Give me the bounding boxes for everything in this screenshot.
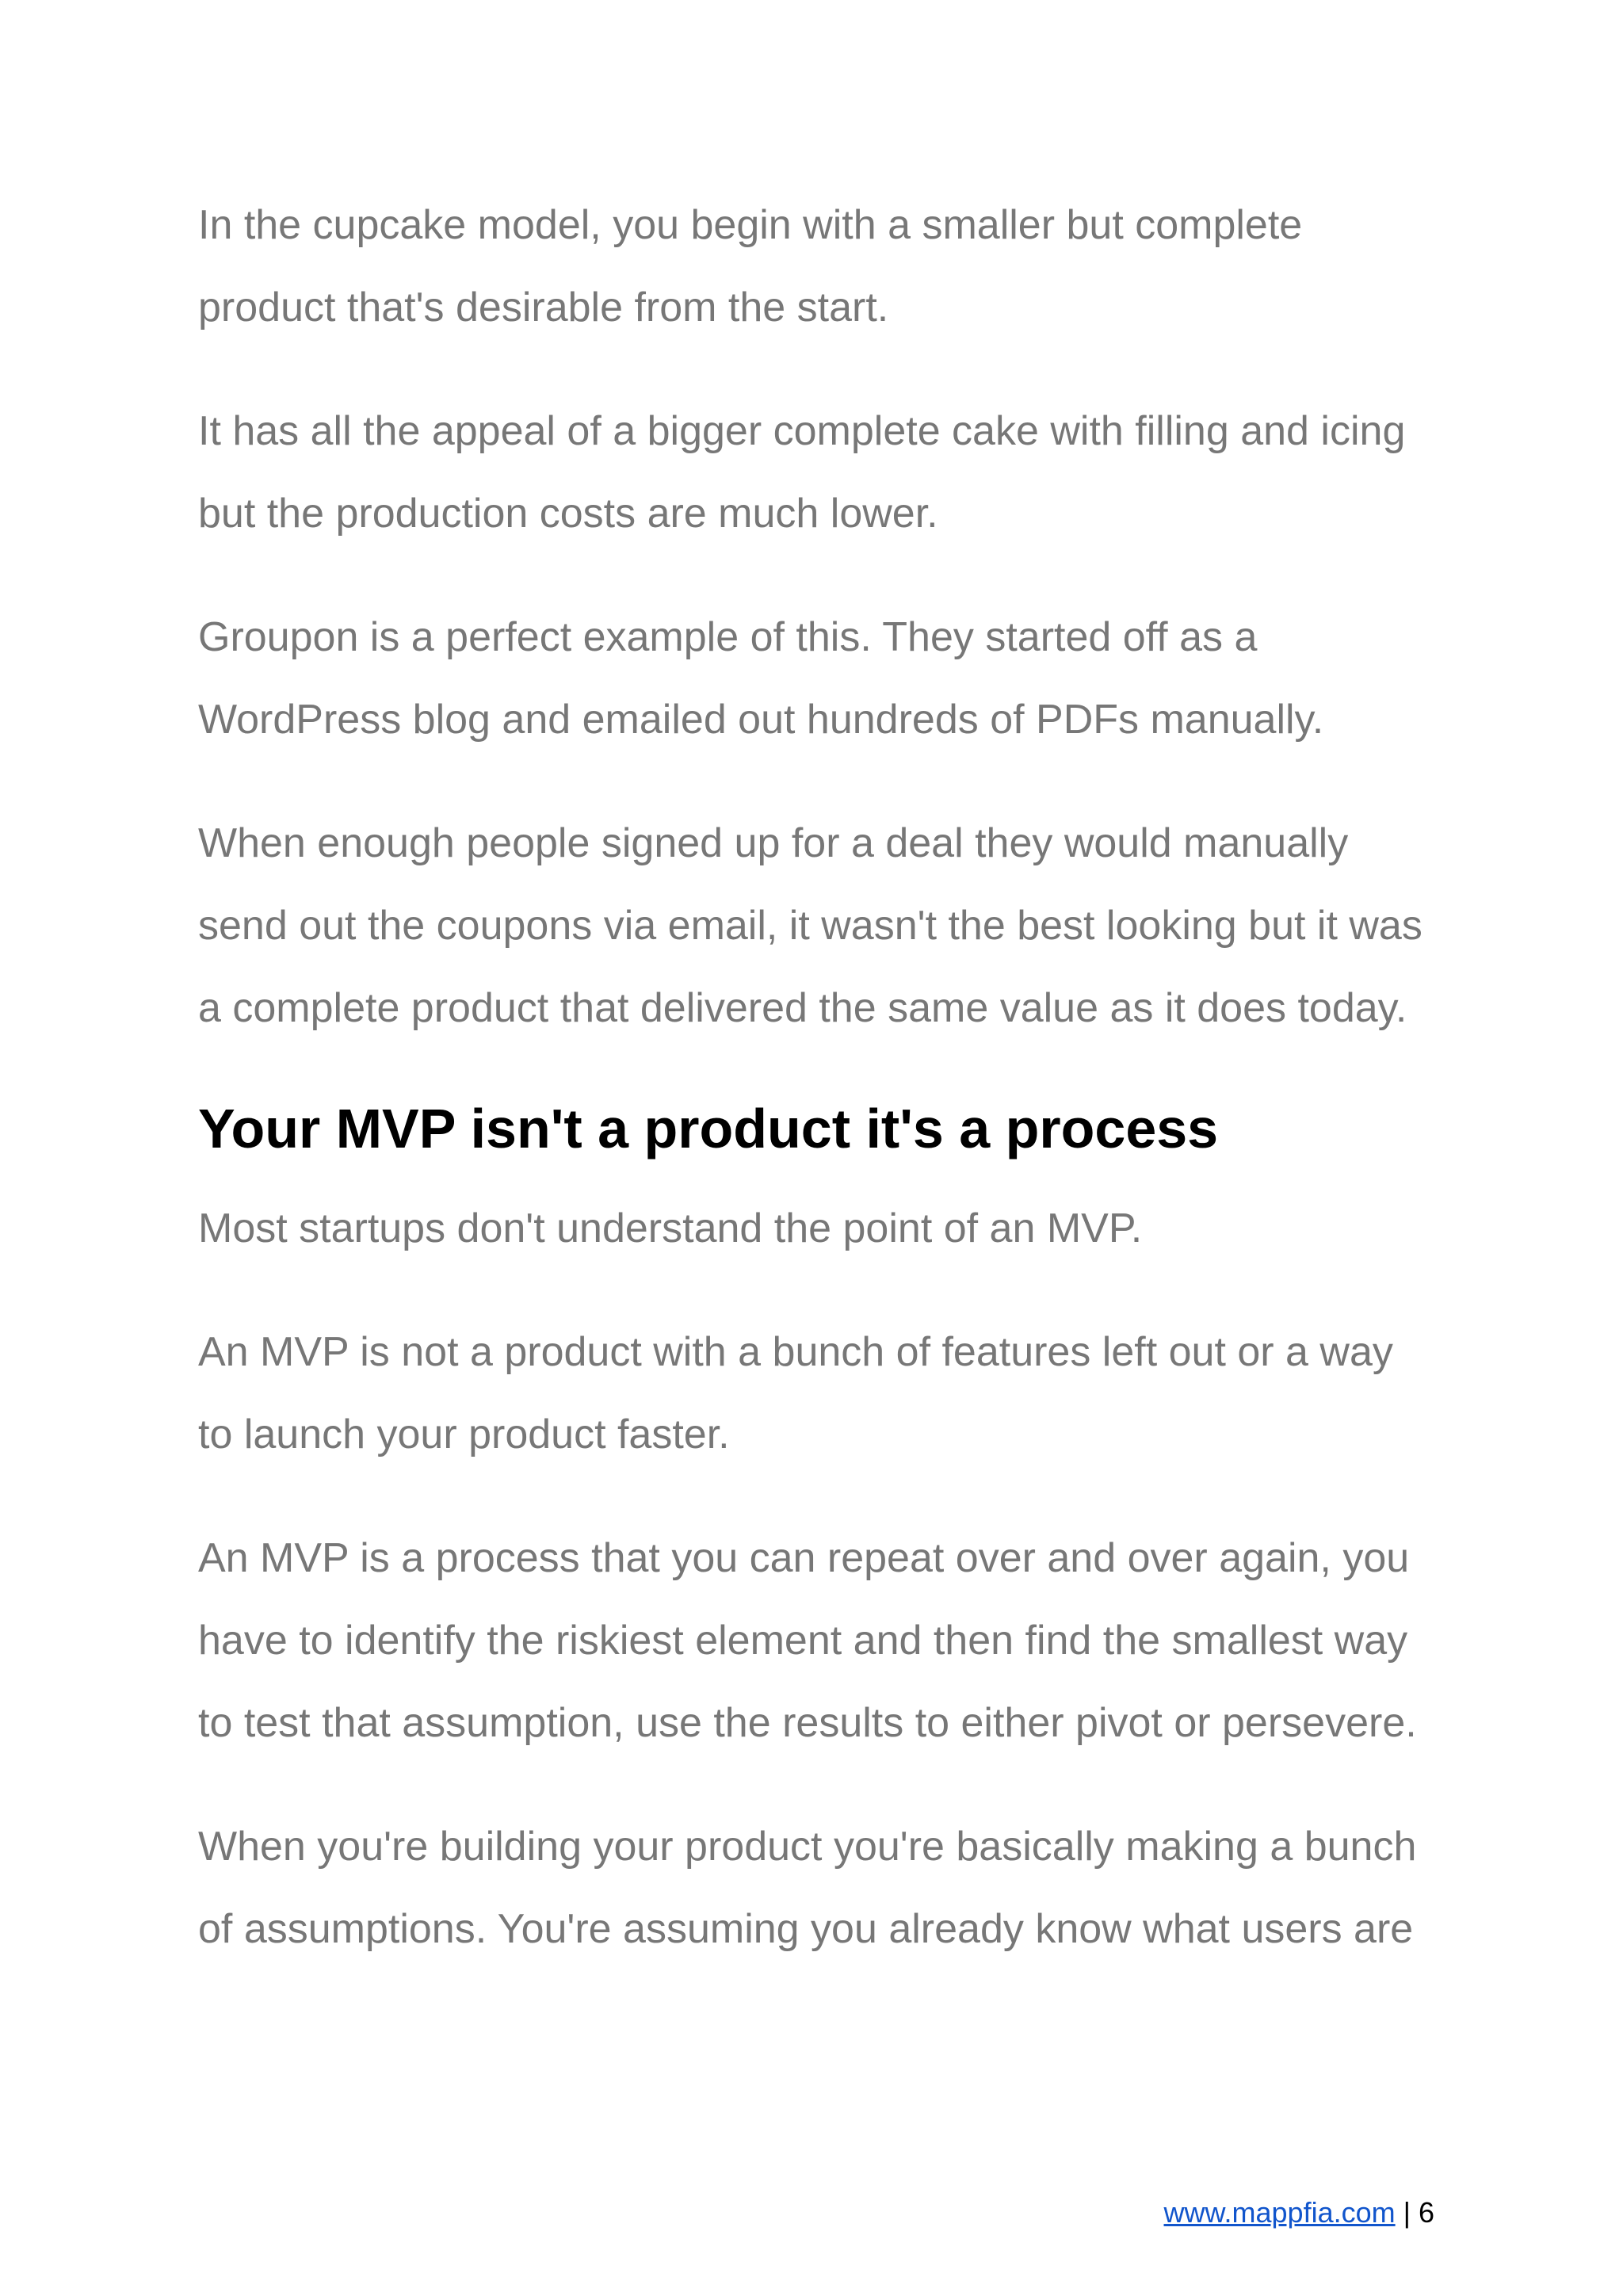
section-heading: Your MVP isn't a product it's a process xyxy=(198,1098,1219,1159)
paragraph: An MVP is a process that you can repeat over and over again, you have to identify the riskiest element and then find the smallest way to test that assumption, use the results to either pivot or persevere. xyxy=(198,1535,1417,1746)
paragraph: Most startups don't understand the point of an MVP. xyxy=(198,1205,1143,1251)
website-link[interactable]: www.mappfia.com xyxy=(1163,2196,1396,2229)
page-footer xyxy=(1164,2194,1435,2232)
paragraph: It has all the appeal of a bigger complete cake with filling and icing but the production costs are much lower. xyxy=(198,408,1406,537)
paragraph: When enough people signed up for a deal they would manually send out the coupons via email, it wasn't the best looking but it was a complete product that delivered the same value as it does today. xyxy=(198,820,1423,1031)
page-content xyxy=(198,184,1434,1970)
footer-separator: | xyxy=(1395,2196,1419,2229)
paragraph: An MVP is not a product with a bunch of features left out or a way to launch your product faster. xyxy=(198,1329,1393,1457)
paragraph: Groupon is a perfect example of this. They started off as a WordPress blog and emailed out hundreds of PDFs manually. xyxy=(198,614,1324,743)
paragraph: When you're building your product you're basically making a bunch of assumptions. You're assuming you already know what users are xyxy=(198,1824,1417,1952)
paragraph: In the cupcake model, you begin with a smaller but complete product that's desirable from the start. xyxy=(198,202,1303,330)
page-number: 6 xyxy=(1418,2196,1434,2229)
